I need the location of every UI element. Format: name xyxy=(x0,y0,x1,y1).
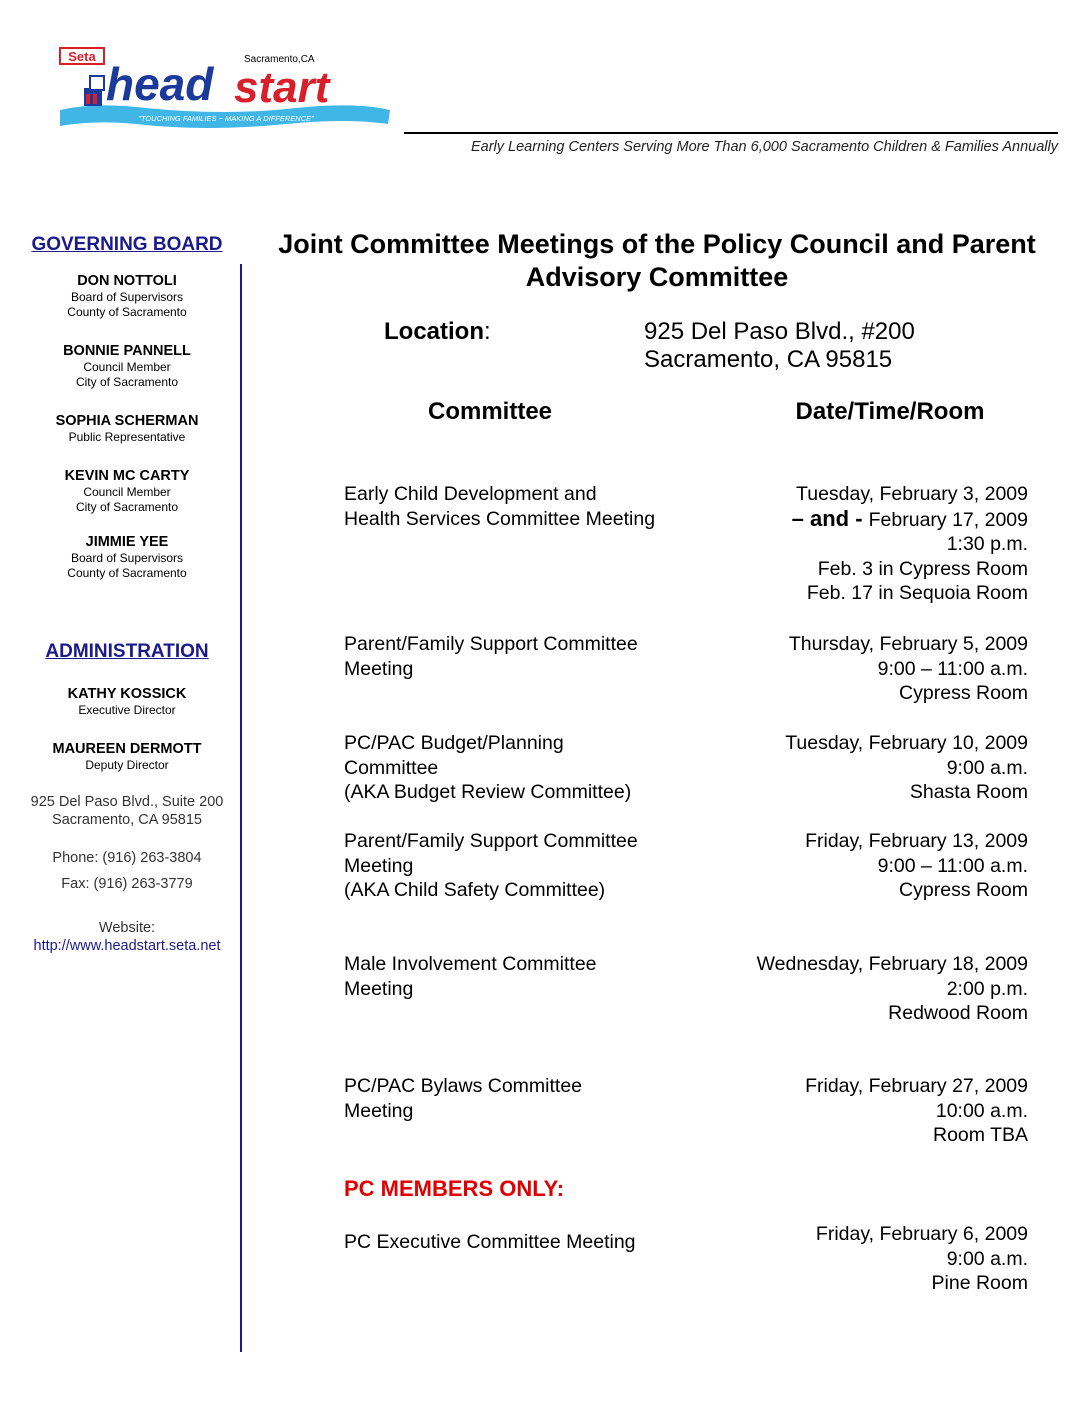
board-member xyxy=(14,533,240,581)
logo-slogan: "TOUCHING FAMILIES ~ MAKING A DIFFERENCE" xyxy=(138,114,314,123)
meeting-datetime xyxy=(608,632,1028,706)
committee-line: Parent/Family Support Committee xyxy=(344,830,638,852)
meeting-room: Cypress Room xyxy=(899,682,1028,704)
website-label: Website: xyxy=(98,920,156,936)
member-role: County of Sacramento xyxy=(67,305,187,319)
meeting-room: Cypress Room xyxy=(899,879,1028,901)
location-label xyxy=(384,318,491,346)
member-role: Board of Supervisors xyxy=(70,551,184,565)
logo-head: head xyxy=(106,58,214,110)
location-colon: : xyxy=(484,318,491,345)
meeting-time: 9:00 a.m. xyxy=(946,1247,1028,1270)
member-name: SOPHIA SCHERMAN xyxy=(55,413,199,429)
location-line: 925 Del Paso Blvd., #200 xyxy=(644,318,915,345)
member-role: City of Sacramento xyxy=(75,500,179,514)
meeting-date: Wednesday, February 18, 2009 xyxy=(756,953,1028,975)
meeting-date: Friday, February 13, 2009 xyxy=(805,830,1028,852)
meeting-date: Tuesday, February 10, 2009 xyxy=(785,732,1028,754)
meeting-date: Friday, February 6, 2009 xyxy=(815,1223,1028,1245)
sidebar xyxy=(14,234,240,955)
logo-start: start xyxy=(234,63,330,112)
meeting-date: Friday, February 27, 2009 xyxy=(805,1075,1028,1097)
administration-heading: ADMINISTRATION xyxy=(45,641,209,662)
and-separator: – and - xyxy=(791,505,869,531)
address-line: Sacramento, CA 95815 xyxy=(52,812,202,828)
meeting-datetime xyxy=(608,1222,1028,1296)
member-role: City of Sacramento xyxy=(75,375,179,389)
sidebar-divider xyxy=(240,264,242,1352)
meeting-datetime xyxy=(608,952,1028,1026)
head-start-logo xyxy=(56,44,396,132)
location-label-text: Location xyxy=(384,318,484,345)
meeting-datetime xyxy=(608,829,1028,903)
board-member xyxy=(14,467,240,515)
office-address xyxy=(14,793,240,829)
committee-line: Committee xyxy=(344,756,439,779)
tagline: Early Learning Centers Serving More Than 6,000 Sacramento Children & Families Annually xyxy=(470,139,1058,155)
page-title: Joint Committee Meetings of the Policy Council and Parent Advisory Committee xyxy=(278,229,1036,292)
meeting-room: Feb. 3 in Cypress Room xyxy=(817,557,1028,580)
governing-board-heading: GOVERNING BOARD xyxy=(31,234,223,255)
committee-line: Meeting xyxy=(344,1099,414,1122)
meeting-time: 10:00 a.m. xyxy=(935,1099,1028,1122)
logo-city: Sacramento,CA xyxy=(244,54,315,65)
admin-member xyxy=(14,740,240,773)
logo-seta: Seta xyxy=(68,49,96,64)
member-name: MAUREEN DERMOTT xyxy=(52,741,202,757)
member-name: DON NOTTOLI xyxy=(77,273,177,289)
meeting-date: Thursday, February 5, 2009 xyxy=(788,633,1028,655)
committee-line: Meeting xyxy=(344,657,414,680)
header-rule xyxy=(404,132,1058,134)
location-line: Sacramento, CA 95815 xyxy=(644,346,893,373)
member-name: JIMMIE YEE xyxy=(85,534,169,550)
meeting-time: 2:00 p.m. xyxy=(946,977,1028,1000)
committee-line: Meeting xyxy=(344,854,414,877)
member-name: KATHY KOSSICK xyxy=(67,686,187,702)
board-member xyxy=(14,412,240,445)
committee-line: Early Child Development and xyxy=(344,483,597,505)
committee-line: PC/PAC Budget/Planning xyxy=(344,732,564,754)
member-role: Public Representative xyxy=(68,430,186,444)
meeting-time: 1:30 p.m. xyxy=(946,533,1028,555)
datetime-column-header: Date/Time/Room xyxy=(795,398,985,425)
committee-line: Parent/Family Support Committee xyxy=(344,633,638,655)
committee-line: Male Involvement Committee xyxy=(344,953,597,975)
board-member xyxy=(14,342,240,390)
fax: Fax: (916) 263-3779 xyxy=(61,876,193,892)
committee-line: PC/PAC Bylaws Committee xyxy=(344,1075,583,1097)
committee-line: Meeting xyxy=(344,977,414,1000)
phone: Phone: (916) 263-3804 xyxy=(52,850,202,866)
committee-column-header: Committee xyxy=(428,398,553,425)
meeting-datetime xyxy=(608,1074,1028,1148)
member-role: County of Sacramento xyxy=(67,566,187,580)
member-name: KEVIN MC CARTY xyxy=(64,468,190,484)
meeting-datetime xyxy=(608,482,1028,606)
member-name: BONNIE PANNELL xyxy=(63,343,191,359)
location-address xyxy=(644,318,915,374)
meeting-room: Redwood Room xyxy=(888,1002,1028,1024)
member-role: Board of Supervisors xyxy=(70,290,184,304)
meeting-time: 9:00 a.m. xyxy=(946,756,1028,779)
member-role: Deputy Director xyxy=(85,758,169,772)
meeting-time: 9:00 – 11:00 a.m. xyxy=(877,657,1028,680)
meeting-date: Tuesday, February 3, 2009 xyxy=(796,483,1028,505)
member-role: Council Member xyxy=(83,360,171,374)
board-member xyxy=(14,272,240,320)
committee-line: Health Services Committee Meeting xyxy=(344,507,656,530)
admin-member xyxy=(14,685,240,718)
meeting-room: Room TBA xyxy=(932,1124,1028,1146)
website-link[interactable]: http://www.headstart.seta.net xyxy=(33,938,221,954)
meeting-date-2 xyxy=(608,507,1028,533)
committee-line: (AKA Child Safety Committee) xyxy=(344,879,606,901)
meeting-room: Shasta Room xyxy=(909,781,1028,803)
meeting-datetime xyxy=(608,731,1028,805)
meeting-room: Feb. 17 in Sequoia Room xyxy=(806,582,1028,604)
meeting-date: February 17, 2009 xyxy=(868,508,1028,531)
member-role: Executive Director xyxy=(78,703,176,717)
committee-line: PC Executive Committee Meeting xyxy=(344,1231,636,1253)
meeting-time: 9:00 – 11:00 a.m. xyxy=(877,854,1028,877)
pc-members-only-heading: PC MEMBERS ONLY: xyxy=(344,1176,565,1201)
member-role: Council Member xyxy=(83,485,171,499)
address-line: 925 Del Paso Blvd., Suite 200 xyxy=(30,794,224,810)
committee-line: (AKA Budget Review Committee) xyxy=(344,781,632,803)
meeting-room: Pine Room xyxy=(931,1272,1028,1294)
